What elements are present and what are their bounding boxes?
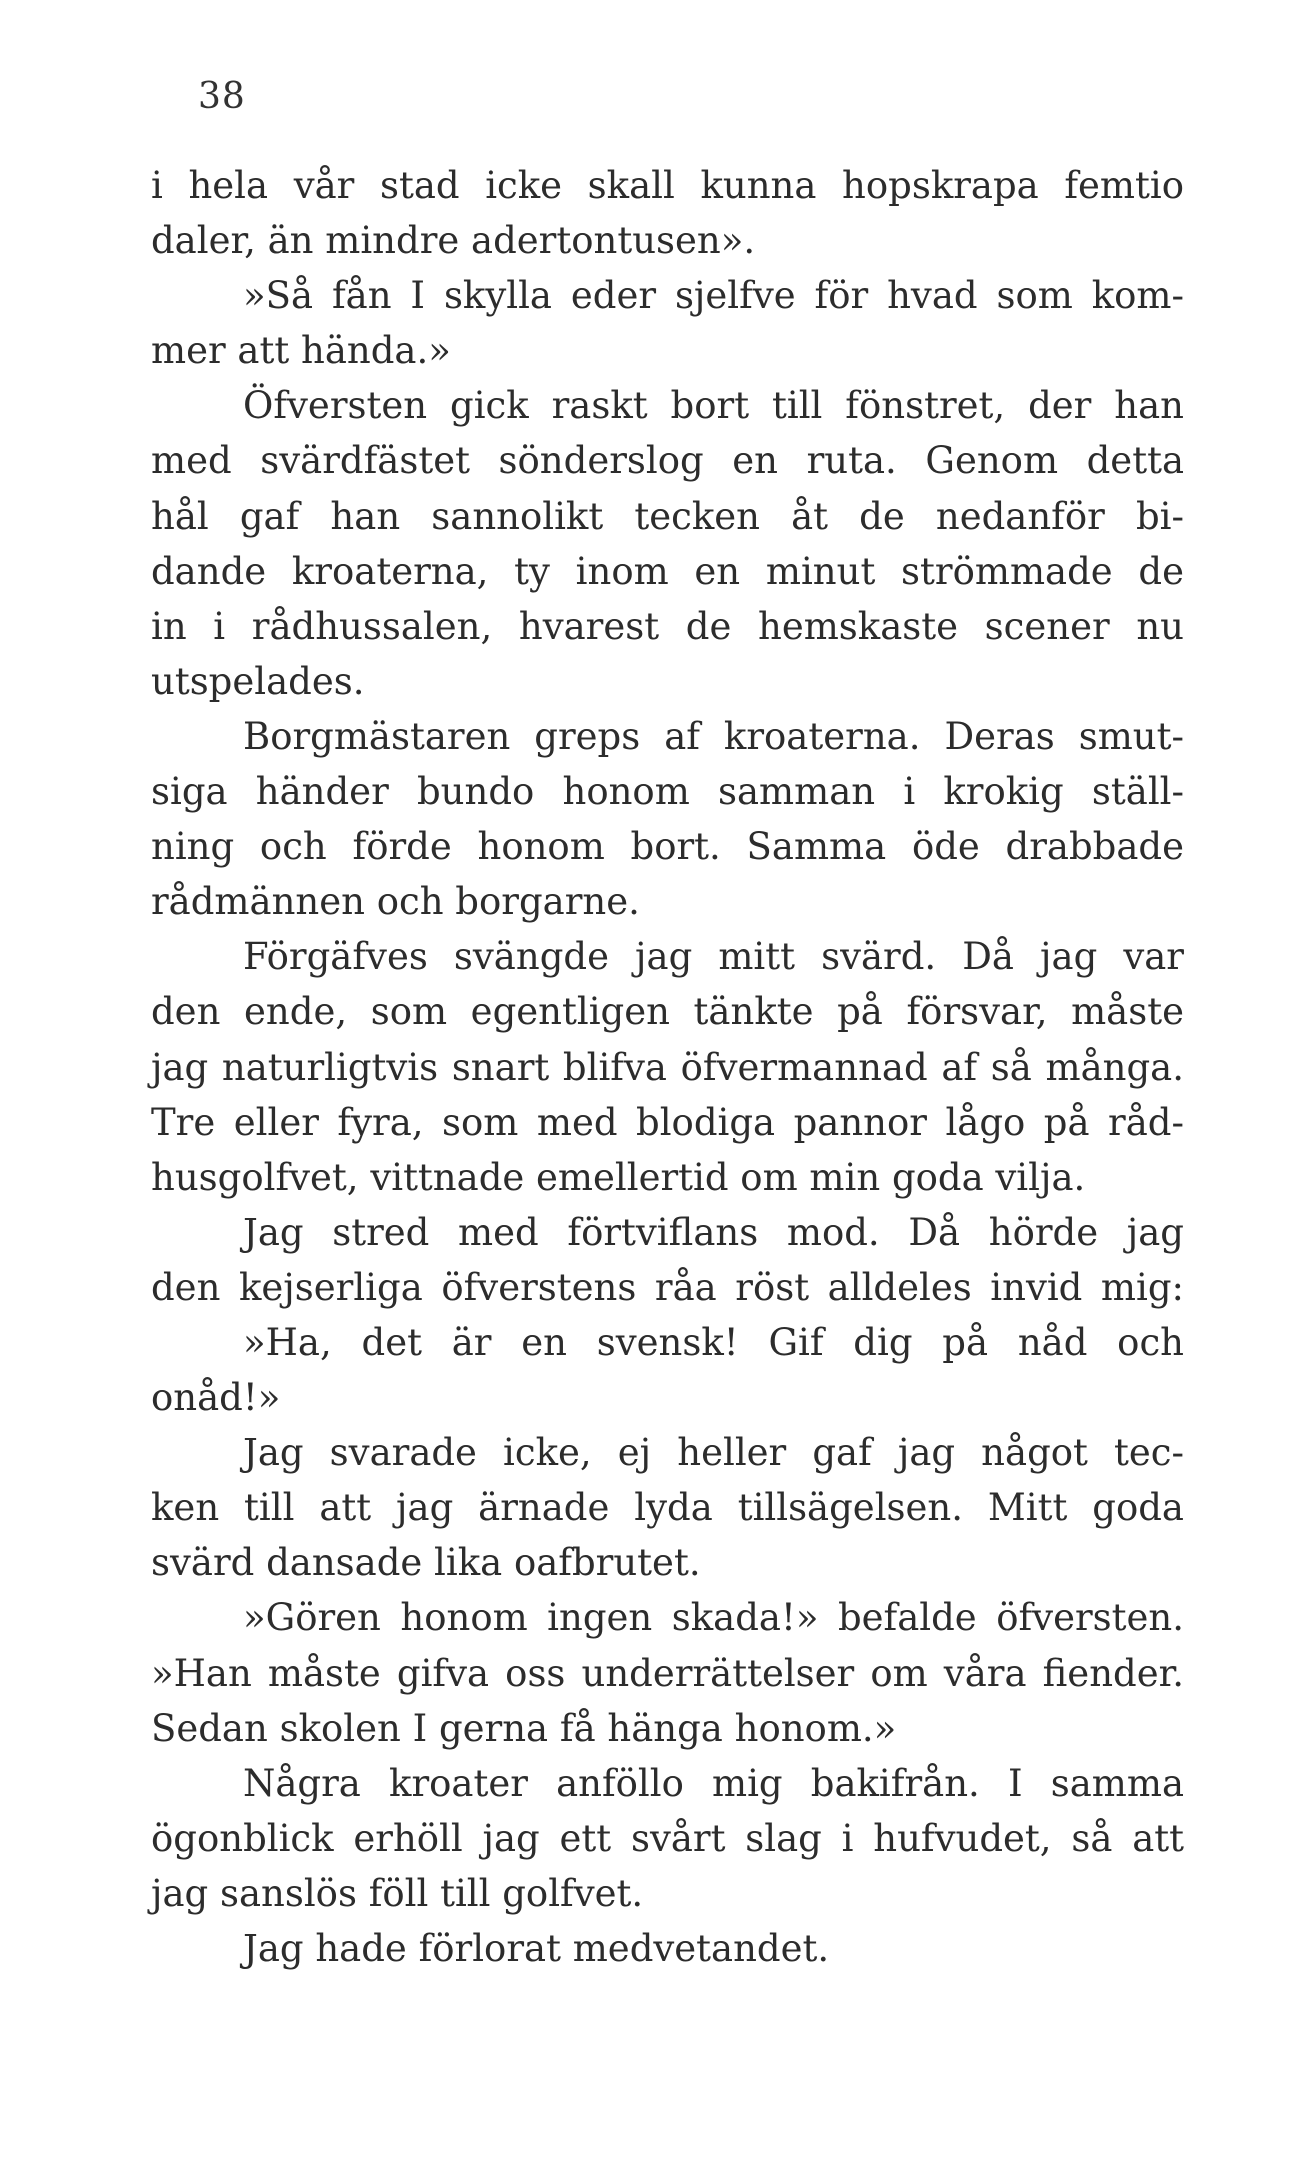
text-line: in i rådhussalen, hvarest de hemskaste scener nu (151, 604, 1184, 648)
text-line: »Så fån I skylla eder sjelfve för hvad som kom- (243, 274, 1184, 318)
text-line: hål gaf han sannolikt tecken åt de nedanför bi- (151, 494, 1184, 538)
text-line: siga händer bundo honom samman i krokig ställ- (151, 770, 1184, 814)
text-line: jag sanslös föll till golfvet. (151, 1871, 644, 1915)
text-line: Öfversten gick raskt bort till fönstret, der han (243, 384, 1184, 428)
text-line: den ende, som egentligen tänkte på försvar, måste (151, 990, 1184, 1034)
text-line: Jag hade förlorat medvetandet. (243, 1927, 830, 1970)
text-line: Förgäfves svängde jag mitt svärd. Då jag var (243, 935, 1184, 979)
text-line: ögonblick erhöll jag ett svårt slag i hufvudet, så att (151, 1816, 1184, 1860)
page-number: 38 (198, 76, 246, 117)
text-line: dande kroaterna, ty inom en minut strömmade de (151, 549, 1184, 593)
text-line: Jag svarade icke, ej heller gaf jag något tec- (243, 1431, 1184, 1475)
text-line: i hela vår stad icke skall kunna hopskrapa femtio (151, 164, 1184, 207)
text-line: »Gören honom ingen skada!» befalde öfversten. (243, 1596, 1184, 1640)
text-line: Borgmästaren greps af kroaterna. Deras smut- (243, 714, 1184, 758)
text-line: ken till att jag ärnade lyda tillsägelsen. Mitt goda (151, 1486, 1184, 1530)
text-line: »Ha, det är en svensk! Gif dig på nåd och (243, 1320, 1184, 1364)
text-line: Sedan skolen I gerna få hänga honom.» (151, 1706, 897, 1750)
text-line: med svärdfästet sönderslog en ruta. Genom detta (151, 439, 1184, 483)
text-line: svärd dansade lika oafbrutet. (151, 1541, 701, 1585)
text-line: onåd!» (151, 1376, 281, 1420)
text-line: jag naturligtvis snart blifva öfvermannad af så många. (151, 1045, 1184, 1089)
text-line: »Han måste gifva oss underrättelser om våra fiender. (151, 1651, 1184, 1695)
text-line: Tre eller fyra, som med blodiga pannor lågo på råd- (151, 1100, 1184, 1144)
text-line: rådmännen och borgarne. (151, 880, 640, 924)
text-line: Några kroater anföllo mig bakifrån. I samma (243, 1761, 1184, 1805)
text-line: Jag stred med förtviflans mod. Då hörde jag (243, 1210, 1184, 1254)
text-line: mer att hända.» (151, 329, 451, 373)
body-text (151, 158, 1184, 1976)
text-line: daler, än mindre adertontusen». (151, 219, 756, 263)
text-line: den kejserliga öfverstens råa röst alldeles invid mig: (151, 1265, 1184, 1309)
text-line: husgolfvet, vittnade emellertid om min goda vilja. (151, 1155, 1086, 1199)
text-line: ning och förde honom bort. Samma öde drabbade (151, 825, 1184, 869)
text-line: utspelades. (151, 659, 365, 703)
